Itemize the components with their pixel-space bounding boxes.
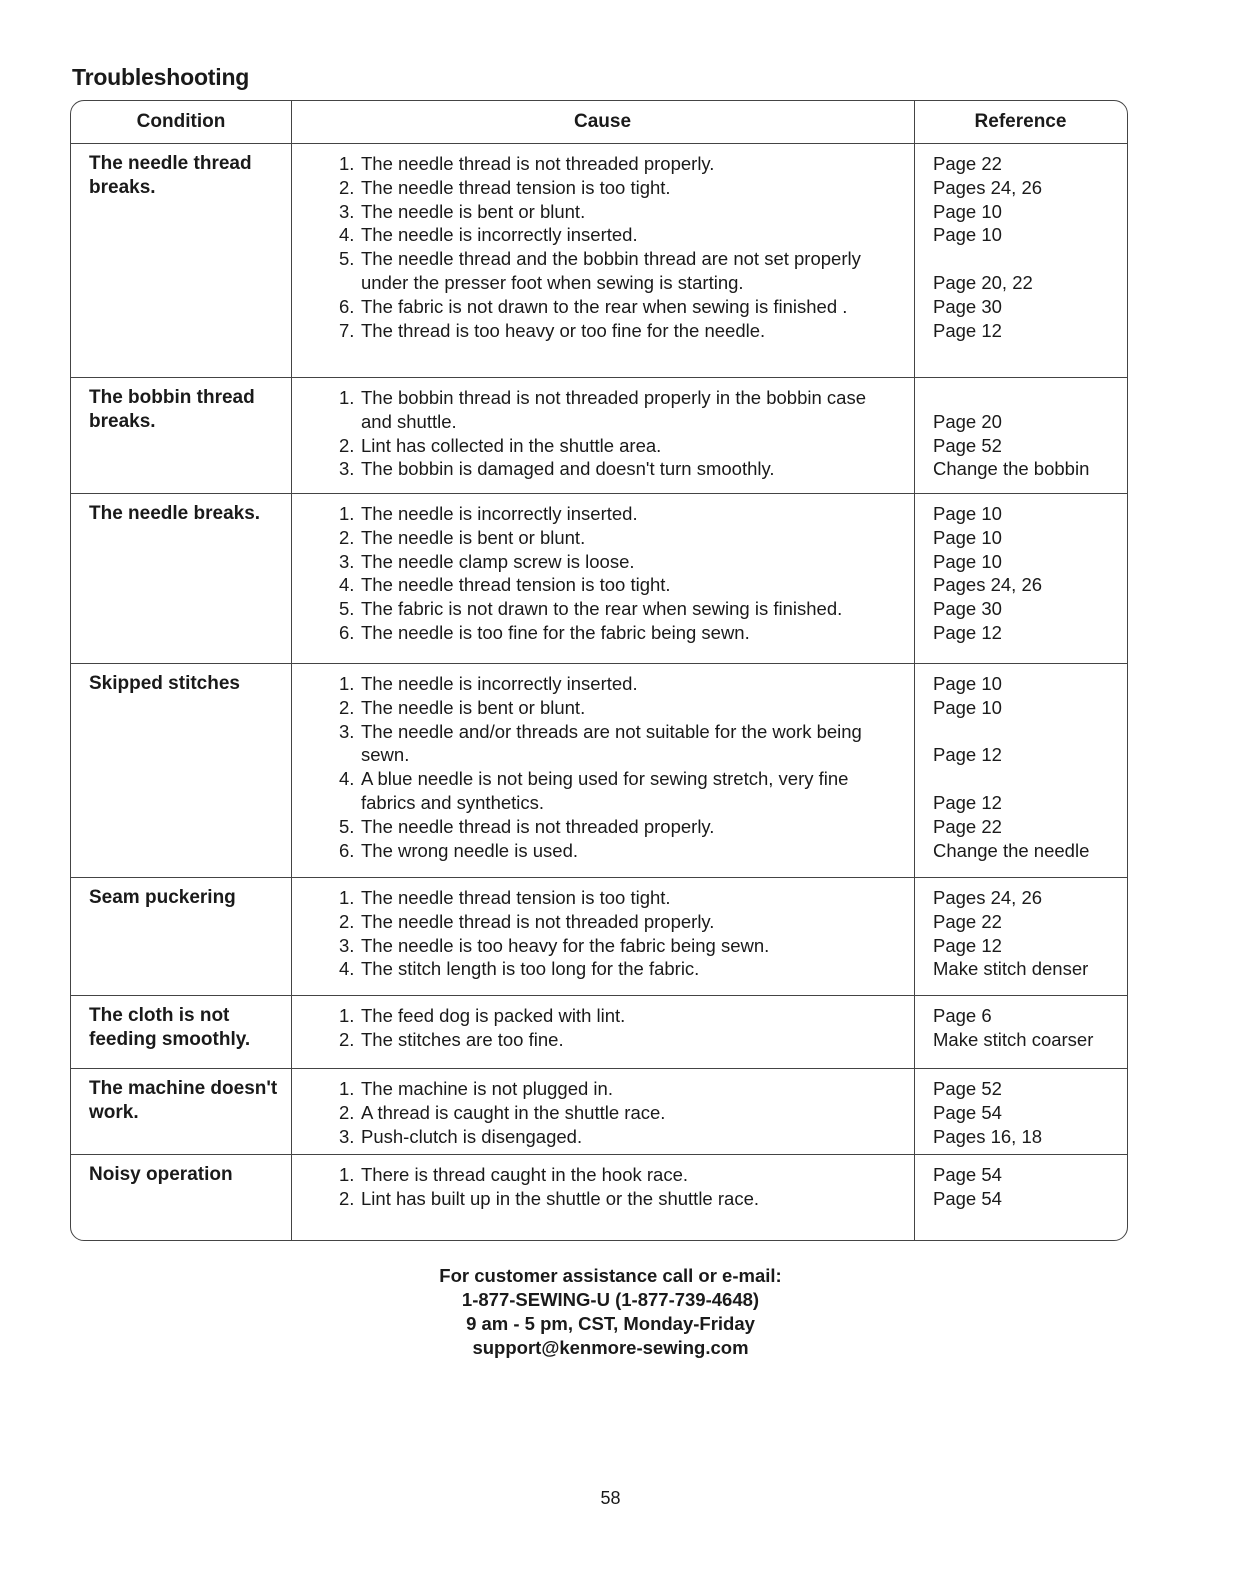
cause-number: 6. [339,839,355,861]
cause-number: 2. [339,176,355,198]
reference-item: Page 10 [933,550,1002,572]
row-divider [71,493,1127,494]
reference-item: Make stitch coarser [933,1028,1094,1050]
cause-text: The needle is incorrectly inserted. [361,224,638,246]
cause-item [339,152,899,176]
reference-item: Change the bobbin [933,458,1090,480]
reference-item: Page 12 [933,744,1002,766]
reference-item: Page 10 [933,696,1002,718]
cause-item [339,386,899,434]
reference-list [933,386,1123,481]
header-divider [71,143,1127,144]
reference-item: Page 6 [933,1005,992,1026]
cause-item [339,200,899,224]
assistance-phone: 1-877-SEWING-U (1-877-739-4648) [461,1289,760,1310]
cause-text: The needle thread is not threaded properly. [361,910,715,932]
cause-number: 2. [339,1187,355,1209]
condition-cell: The machine doesn't work. [89,1078,278,1123]
cause-item [339,1004,899,1028]
cause-text: A thread is caught in the shuttle race. [361,1101,666,1123]
condition-cell: The needle breaks. [89,503,261,524]
cause-text: The needle is incorrectly inserted. [361,673,638,694]
cause-number: 3. [339,934,355,956]
cause-number: 1. [339,387,355,408]
cause-text: There is thread caught in the hook race. [361,1164,689,1185]
cause-text: The needle thread tension is too tight. [361,574,671,596]
cause-number: 5. [339,815,355,837]
cause-list [339,1004,899,1052]
condition-cell: The bobbin thread breaks. [89,387,255,432]
reference-item: Page 10 [933,673,1002,694]
cause-number: 4. [339,224,355,246]
cause-item [339,295,899,319]
page-title: Troubleshooting [72,64,250,90]
cause-text: A blue needle is not being used for sewing stretch, very fine fabrics and synthetics. [361,768,849,813]
cause-number: 4. [339,574,355,596]
reference-list [933,1163,1123,1211]
cause-text: The needle thread tension is too tight. [361,887,671,908]
cause-item [339,550,899,574]
reference-item: Page 22 [933,153,1002,174]
condition-cell: The cloth is not feeding smoothly. [89,1005,251,1050]
reference-item [933,386,1123,410]
cause-number: 1. [339,1005,355,1026]
cause-number: 2. [339,1101,355,1123]
cause-number: 1. [339,1164,355,1185]
cause-text: The needle is too fine for the fabric being sewn. [361,621,750,643]
reference-item [933,247,1123,271]
reference-item: Pages 24, 26 [933,176,1043,198]
cause-text: Lint has collected in the shuttle area. [361,434,662,456]
cause-text: The needle thread and the bobbin thread are not set properly under the presser foot when sewing is starting. [361,248,861,293]
reference-list [933,886,1123,981]
reference-list [933,1004,1123,1052]
cause-text: The thread is too heavy or too fine for the needle. [361,319,766,341]
cause-item [339,839,899,863]
cause-item [339,1163,899,1187]
row-divider [71,1068,1127,1069]
row-divider [71,377,1127,378]
cause-number: 6. [339,295,355,317]
cause-text: The bobbin is damaged and doesn't turn smoothly. [361,458,775,480]
cause-number: 3. [339,458,355,480]
cause-number: 4. [339,958,355,980]
condition-cell: Noisy operation [89,1164,233,1185]
reference-item: Page 20 [933,410,1002,432]
reference-item: Page 52 [933,434,1002,456]
cause-number: 2. [339,526,355,548]
cause-text: The feed dog is packed with lint. [361,1005,626,1026]
cause-number: 4. [339,768,355,790]
cause-list [339,886,899,981]
cause-number: 3. [339,200,355,222]
cause-number: 1. [339,673,355,694]
reference-item: Page 22 [933,815,1002,837]
cause-list [339,386,899,481]
cause-text: The fabric is not drawn to the rear when sewing is finished . [361,295,848,317]
cause-text: Lint has built up in the shuttle or the shuttle race. [361,1187,759,1209]
cause-number: 2. [339,1028,355,1050]
cause-text: The needle clamp screw is loose. [361,550,635,572]
reference-list [933,152,1123,342]
assistance-heading: For customer assistance call or e-mail: [439,1265,782,1286]
reference-item: Page 12 [933,319,1002,341]
reference-item: Page 20, 22 [933,271,1033,293]
cause-number: 5. [339,248,355,270]
cause-item [339,767,899,815]
cause-item [339,815,899,839]
cause-list [339,152,899,342]
cause-list [339,672,899,862]
condition-cell: Skipped stitches [89,673,240,694]
cause-number: 3. [339,1125,355,1147]
cause-list [339,1077,899,1148]
reference-list [933,672,1123,862]
assistance-hours: 9 am - 5 pm, CST, Monday-Friday [466,1313,755,1334]
cause-number: 3. [339,550,355,572]
row-divider [71,1154,1127,1155]
reference-item: Page 30 [933,295,1002,317]
condition-cell: The needle thread breaks. [89,153,252,198]
cause-item [339,1125,899,1149]
reference-item: Make stitch denser [933,958,1089,980]
cause-text: The stitch length is too long for the fabric. [361,958,700,980]
reference-item: Page 10 [933,503,1002,524]
cause-text: The needle is bent or blunt. [361,696,586,718]
row-divider [71,995,1127,996]
reference-list [933,1077,1123,1148]
condition-cell: Seam puckering [89,887,236,908]
cause-number: 1. [339,153,355,174]
cause-item [339,957,899,981]
reference-item: Page 12 [933,621,1002,643]
cause-number: 2. [339,434,355,456]
reference-item: Pages 24, 26 [933,887,1043,908]
reference-item [933,720,1123,744]
cause-text: The needle thread is not threaded properly. [361,153,715,174]
reference-item: Page 54 [933,1101,1002,1123]
cause-text: The wrong needle is used. [361,839,578,861]
reference-item: Pages 24, 26 [933,574,1043,596]
cause-item [339,621,899,645]
reference-item: Pages 16, 18 [933,1125,1043,1147]
cause-item [339,1077,899,1101]
cause-item [339,696,899,720]
reference-item: Page 52 [933,1078,1002,1099]
cause-text: The needle is bent or blunt. [361,526,586,548]
header-condition: Condition [136,111,226,132]
cause-item [339,223,899,247]
cause-item [339,720,899,768]
cause-number: 3. [339,720,355,742]
reference-item: Page 30 [933,598,1002,620]
cause-number: 1. [339,503,355,524]
cause-text: Push-clutch is disengaged. [361,1125,583,1147]
cause-text: The needle is bent or blunt. [361,200,586,222]
cause-item [339,247,899,295]
reference-item: Page 10 [933,224,1002,246]
reference-item: Page 10 [933,526,1002,548]
reference-item: Page 54 [933,1187,1002,1209]
cause-number: 7. [339,319,355,341]
cause-text: The needle and/or threads are not suitable for the work being sewn. [361,720,862,766]
cause-number: 2. [339,910,355,932]
cause-item [339,526,899,550]
cause-text: The needle is incorrectly inserted. [361,503,638,524]
cause-item [339,176,899,200]
cause-item [339,1101,899,1125]
header-cause: Cause [573,111,632,132]
column-divider [914,101,915,1240]
cause-item [339,434,899,458]
assistance-email: support@kenmore-sewing.com [472,1337,749,1358]
cause-number: 5. [339,598,355,620]
cause-item [339,573,899,597]
cause-item [339,319,899,343]
reference-item: Page 22 [933,910,1002,932]
cause-item [339,597,899,621]
cause-number: 1. [339,887,355,908]
reference-item [933,767,1123,791]
customer-assistance [0,1264,1245,1360]
cause-item [339,910,899,934]
cause-list [339,1163,899,1211]
cause-item [339,1028,899,1052]
cause-text: The needle is too heavy for the fabric being sewn. [361,934,770,956]
cause-text: The bobbin thread is not threaded properly in the bobbin case and shuttle. [361,387,866,432]
reference-item: Change the needle [933,839,1090,861]
cause-text: The fabric is not drawn to the rear when sewing is finished. [361,598,843,620]
cause-text: The needle thread is not threaded properly. [361,815,715,837]
cause-item [339,886,899,910]
cause-text: The stitches are too fine. [361,1028,564,1050]
reference-item: Page 12 [933,934,1002,956]
cause-number: 1. [339,1078,355,1099]
troubleshooting-table [70,100,1128,1241]
reference-item: Page 12 [933,791,1002,813]
cause-number: 2. [339,696,355,718]
row-divider [71,663,1127,664]
cause-item [339,502,899,526]
reference-item: Page 10 [933,200,1002,222]
cause-list [339,502,899,645]
reference-list [933,502,1123,645]
cause-item [339,1187,899,1211]
reference-item: Page 54 [933,1164,1002,1185]
cause-item [339,934,899,958]
cause-number: 6. [339,621,355,643]
header-reference: Reference [974,111,1067,132]
cause-text: The machine is not plugged in. [361,1078,613,1099]
cause-item [339,457,899,481]
cause-item [339,672,899,696]
cause-text: The needle thread tension is too tight. [361,176,671,198]
column-divider [291,101,292,1240]
page-number: 58 [600,1488,621,1508]
row-divider [71,877,1127,878]
